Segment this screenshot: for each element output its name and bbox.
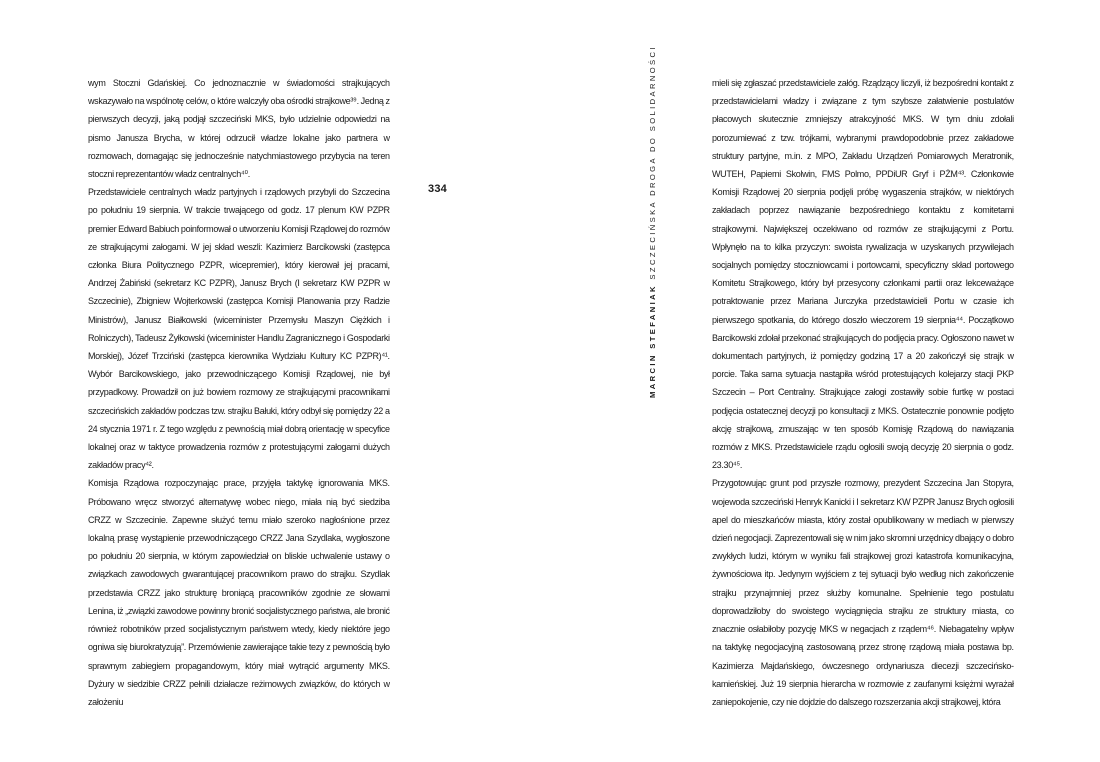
left-text-column [88,75,390,712]
paragraph: Przygotowując grunt pod przyszłe rozmowy, prezydent Szczecina Jan Stopyra, wojewoda szczeciński Henryk Kanicki i I sekretarz KW PZPR Janusz Brych ogłosili apel do mieszkańców miasta, który został opublikowany w mediach w pierwszy dzień negocjacji. Zaprezentowali się w nim jako skromni urzędnicy dbający o dobro zwykłych ludzi, którym w wyniku fali strajkowej grozi katastrofa komunikacyjna, żywnościowa itp. Jedynym wyjściem z tej sytuacji było według nich zakończenie strajku przynajmniej przez służby komunalne. Spełnienie tego postulatu doprowadziłoby do swoistego wyciągnięcia strajku ze struktury miasta, co znacznie osłabiłoby pozycję MKS w negacjach z rządem⁴⁶. Niebagatelny wpływ na taktykę negocjacyjną zastosowaną przez stronę rządową miała postawa bp. Kazimierza Majdańskiego, ówczesnego ordynariusza diecezji szczecińsko-kamieńskiej. Już 19 sierpnia hierarcha w rozmowie z zaufanymi księżmi wyrażał zaniepokojenie, czy nie dojdzie do dalszego rozszerzania akcji strajkowej, która [712,478,1014,708]
paragraph: Przedstawiciele centralnych władz partyjnych i rządowych przybyli do Szczecina po południu 19 sierpnia. W trakcie trwającego od godz. 17 plenum KW PZPR premier Edward Babiuch poinformował o utworzeniu Komisji Rządowej do rozmów ze strajkującymi załogami. W jej skład weszli: Kazimierz Barcikowski (zastępca członka Biura Politycznego PZPR, wicepremier), który kierował jej pracami, Andrzej Żabiński (sekretarz KC PZPR), Janusz Brych (I sekretarz KW PZPR w Szczecinie), Zbigniew Wojterkowski (zastępca Komisji Planowania przy Radzie Ministrów), Janusz Białkowski (wiceminister Przemysłu Maszyn Ciężkich i Rolniczych), Tadeusz Żyłkowski (wiceminister Handlu Zagranicznego i Gospodarki Morskiej), Józef Trzciński (zastępca kierownika Wydziału Kultury KC PZPR)⁴¹. Wybór Barcikowskiego, jako przewodniczącego Komisji Rządowej, nie był przypadkowy. Prowadził on już bowiem rozmowy ze strajkującymi pracownikami szczecińskich zakładów podczas tzw. strajku Bałuki, który odbył się pomiędzy 22 a 24 stycznia 1971 r. Z tego względu z pewnością miał dobrą orientację w specyfice lokalnej oraz w taktyce prowadzenia rozmów z protestującymi załogami dużych zakładów pracy⁴². [88,187,390,472]
paragraph: Komisja Rządowa rozpoczynając prace, przyjęła taktykę ignorowania MKS. Próbowano wręcz stworzyć alternatywę wobec niego, miała nią być siedziba CRZZ w Szczecinie. Zapewne służyć temu miało szeroko nagłośnione przez lokalną prasę wystąpienie przewodniczącego CRZZ Jana Szydlaka, wygłoszone po południu 20 sierpnia, w którym zapowiedział on bliskie uchwalenie ustawy o związkach zawodowych gwarantującej pracownikom prawo do strajku. Szydlak przedstawia CRZZ jako strukturę broniącą pracowników zgodnie ze słowami Lenina, iż „związki zawodowe powinny bronić socjalistycznego państwa, ale bronić również robotników przed socjalistycznym państwem wtedy, kiedy niektóre jego ogniwa się biurokratyzują”. Przemówienie zawierające takie tezy z pewnością było sprawnym zabiegiem propagandowym, który miał wytrącić argumenty MKS. Dyżury w siedzibie CRZZ pełnili działacze reżimowych związków, do których w założeniu [88,478,390,708]
paragraph: wym Stoczni Gdańskiej. Co jednoznacznie w świadomości strajkujących wskazywało na wspólnotę celów, o które walczyły oba ośrodki strajkowe³⁹. Jedną z pierwszych decyzji, jaką podjął szczeciński MKS, było udzielnie odpowiedzi na pismo Janusza Brycha, w której odrzucił władze lokalne jako partnera w rozmowach, domagając się jednocześnie natychmiastowego przybycia na teren stoczni reprezentantów władz centralnych⁴⁰. [88,78,390,181]
running-head [648,45,662,398]
paragraph: mieli się zgłaszać przedstawiciele załóg. Rządzący liczyli, iż bezpośredni kontakt z przedstawicielami władzy i związane z tym szybsze załatwienie postulatów płacowych skutecznie zmniejszy atrakcyjność MKS. W tym dniu zdołali porozumiewać z tzw. trójkami, wybranymi prawdopodobnie przez zakładowe struktury partyjne, m.in. z MPO, Zakładu Urządzeń Pomiarowych Meratronik, WUTEH, Papierni Skolwin, FMS Polmo, PPDiUR Gryf i PŻM⁴³. Członkowie Komisji Rządowej 20 sierpnia podjęli próbę wygaszenia strajków, w niektórych zakładach poprzez nawiązanie bezpośredniego kontaktu z komitetami strajkowymi. Największej oczekiwano od rozmów ze strajkującymi z Portu. Wpłynęło na to kilka przyczyn: swoista rywalizacja w uzyskanych przywilejach socjalnych pomiędzy stoczniowcami i portowcami, specyficzny skład portowego Komitetu Strajkowego, który był przesycony członkami partii oraz lekceważące potraktowanie przez Mariana Jurczyka przedstawicieli Portu w czasie ich pierwszego spotkania, do którego doszło wieczorem 19 sierpnia⁴⁴. Początkowo Barcikowski zdołał przekonać strajkujących do podjęcia pracy. Ogłoszono nawet w dokumentach partyjnych, iż pomiędzy godziną 17 a 20 zakończył się strajk w porcie. Taka sama sytuacja nastąpiła wśród protestujących kolejarzy stacji PKP Szczecin – Port Centralny. Strajkujące załogi zostawiły sobie furtkę w postaci podjęcia ostatecznej decyzji po konsultacji z MKS. Ostatecznie ponownie podjęto akcję strajkową, zmuszając w ten sposób Komisję Rządową do nawiązania rozmów z MKS. Przedstawiciele rządu ogłosili swoją decyzję 20 sierpnia o godz. 23.30⁴⁵. [712,78,1014,472]
running-head-author: MARCIN STEFANIAK [648,284,657,398]
right-text-column [712,75,1014,712]
page-number: 334 [428,183,447,195]
running-head-title: SZCZECIŃSKA DROGA DO SOLIDARNOŚCI [648,45,657,280]
